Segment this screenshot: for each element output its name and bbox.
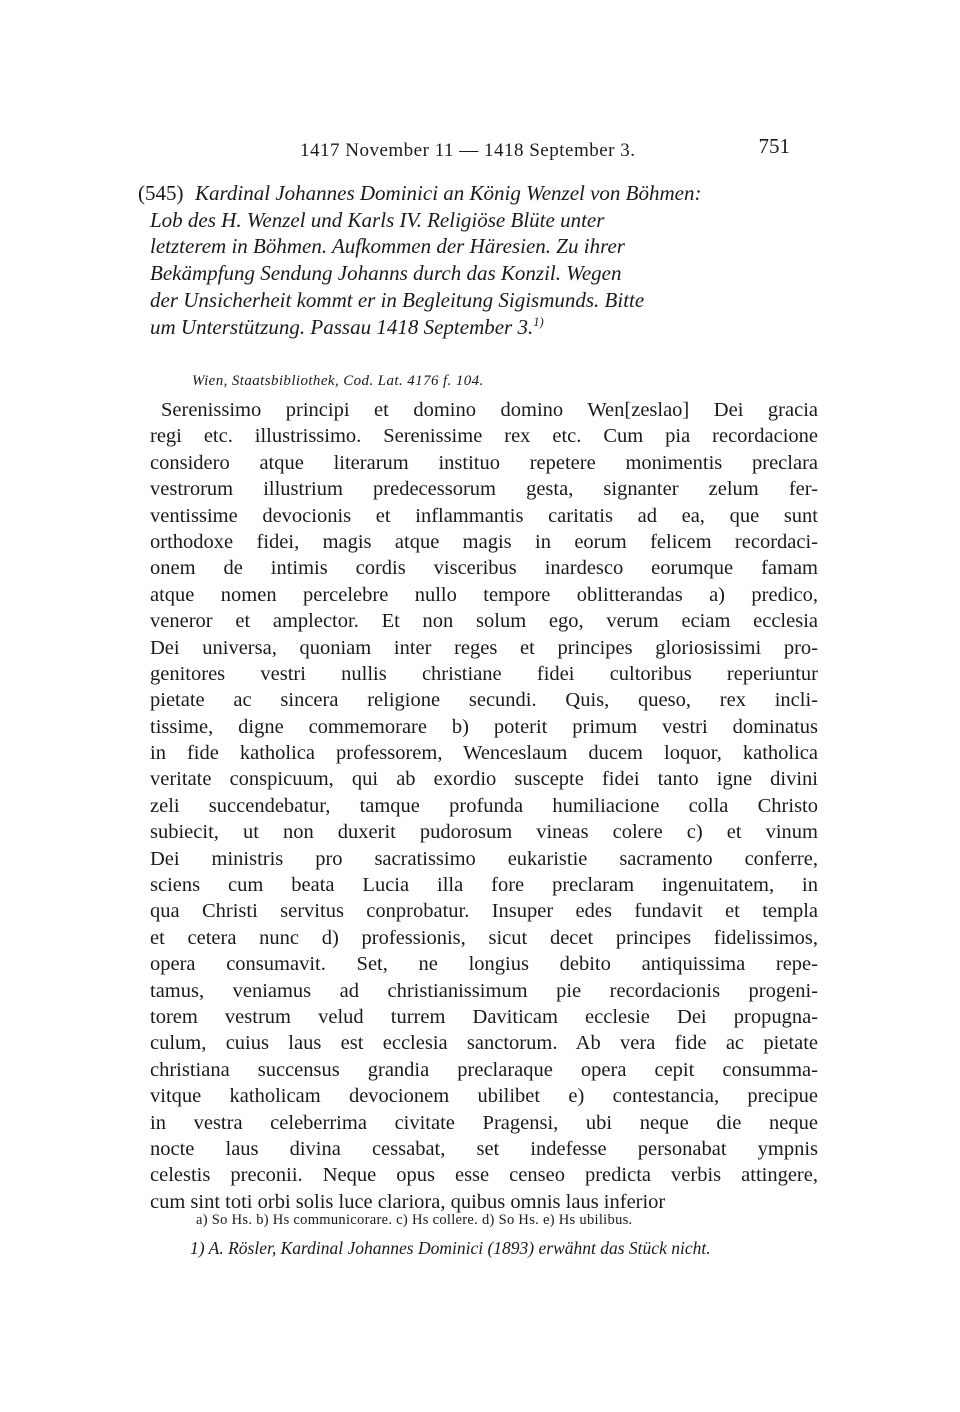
body-line: zeli succendebatur, tamque profunda humiliacione colla Christo <box>150 794 818 817</box>
body-line: in vestra celeberrima civitate Pragensi, ubi neque die neque <box>150 1111 818 1134</box>
manuscript-source: Wien, Staatsbibliothek, Cod. Lat. 4176 f. 104. <box>192 373 484 389</box>
body-line: regi etc. illustrissimo. Serenissime rex etc. Cum pia recordacione <box>150 425 818 448</box>
heading-line: Bekämpfung Sendung Johanns durch das Konzil. Wegen <box>150 261 622 286</box>
body-line: atque nomen percelebre nullo tempore oblitterandas a) predico, <box>150 583 818 606</box>
body-line: torem vestrum velud turrem Daviticam ecclesie Dei propugna- <box>150 1005 818 1028</box>
document-number: (545) <box>138 181 184 205</box>
body-line: celestis preconii. Neque opus esse censeo predicta verbis attingere, <box>150 1164 818 1187</box>
heading-line-text: um Unterstützung. Passau 1418 September 3. <box>150 314 534 339</box>
body-line: Dei ministris pro sacratissimo eukaristie sacramento conferre, <box>150 847 818 870</box>
heading-line-last <box>150 314 818 341</box>
heading-footnote-ref: 1) <box>533 314 544 329</box>
body-line: veritate conspicuum, qui ab exordio suscepte fidei tanto igne divini <box>150 768 818 791</box>
body-line: orthodoxe fidei, magis atque magis in eorum felicem recordaci- <box>150 530 818 553</box>
heading-line: letzterem in Böhmen. Aufkommen der Häresien. Zu ihrer <box>150 234 625 259</box>
body-line: nocte laus divina cessabat, set indefesse personabat ympnis <box>150 1137 818 1160</box>
body-line: vitque katholicam devocionem ubilibet e) contestancia, precipue <box>150 1085 818 1108</box>
body-line: vestrorum illustrium predecessorum gesta, signanter zelum fer- <box>150 478 818 501</box>
heading-line: der Unsicherheit kommt er in Begleitung Sigismunds. Bitte <box>150 287 645 312</box>
body-line: pietate ac sincera religione secundi. Quis, queso, rex incli- <box>150 689 818 712</box>
heading-line: Lob des H. Wenzel und Karls IV. Religiöse Blüte unter <box>150 207 605 232</box>
document-heading <box>138 180 818 340</box>
body-line: genitores vestri nullis christiane fidei cultoribus reperiuntur <box>150 662 818 685</box>
body-line: Serenissimo principi et domino domino Wen[zeslao] Dei gracia <box>161 399 818 421</box>
body-line: in fide katholica professorem, Wenceslaum ducem loquor, katholica <box>150 742 818 765</box>
body-line: christiana succensus grandia preclaraque opera cepit consumma- <box>150 1058 818 1081</box>
body-line: onem de intimis cordis visceribus inardesco eorumque famam <box>150 557 818 580</box>
body-line: opera consumavit. Set, ne longius debito antiquissima repe- <box>150 953 818 976</box>
body-line: tissime, digne commemorare b) poterit primum vestri dominatus <box>150 715 818 738</box>
body-line: tamus, veniamus ad christianissimum pie recordacionis progeni- <box>150 979 818 1002</box>
body-line: Dei universa, quoniam inter reges et principes gloriosissimi pro- <box>150 636 818 659</box>
body-line: subiecit, ut non duxerit pudorosum vineas colere c) et vinum <box>150 821 818 844</box>
running-head <box>150 134 810 168</box>
heading-line: Kardinal Johannes Dominici an König Wenzel von Böhmen: <box>195 181 702 205</box>
apparatus-notes: a) So Hs. b) Hs communicorare. c) Hs collere. d) So Hs. e) Hs ubilibus. <box>196 1212 633 1228</box>
body-line: considero atque literarum instituo repetere monimentis preclara <box>150 451 818 474</box>
body-line: veneror et amplector. Et non solum ego, verum eciam ecclesia <box>150 610 818 633</box>
body-line: cum sint toti orbi solis luce clariora, quibus omnis laus inferior <box>150 1190 666 1213</box>
body-text <box>150 397 818 1215</box>
body-line: ventissime devocionis et inflammantis caritatis ad ea, que sunt <box>150 504 818 527</box>
running-title: 1417 November 11 — 1418 September 3. <box>300 140 636 161</box>
page-number: 751 <box>758 134 790 158</box>
body-line: culum, cuius laus est ecclesia sanctorum. Ab vera fide ac pietate <box>150 1032 818 1055</box>
body-line: sciens cum beata Lucia illa fore preclaram ingenuitatem, in <box>150 874 818 897</box>
footnote-1: 1) A. Rösler, Kardinal Johannes Dominici (1893) erwähnt das Stück nicht. <box>190 1238 711 1258</box>
body-line: qua Christi servitus conprobatur. Insuper edes fundavit et templa <box>150 900 818 923</box>
body-line: et cetera nunc d) professionis, sicut decet principes fidelissimos, <box>150 926 818 949</box>
